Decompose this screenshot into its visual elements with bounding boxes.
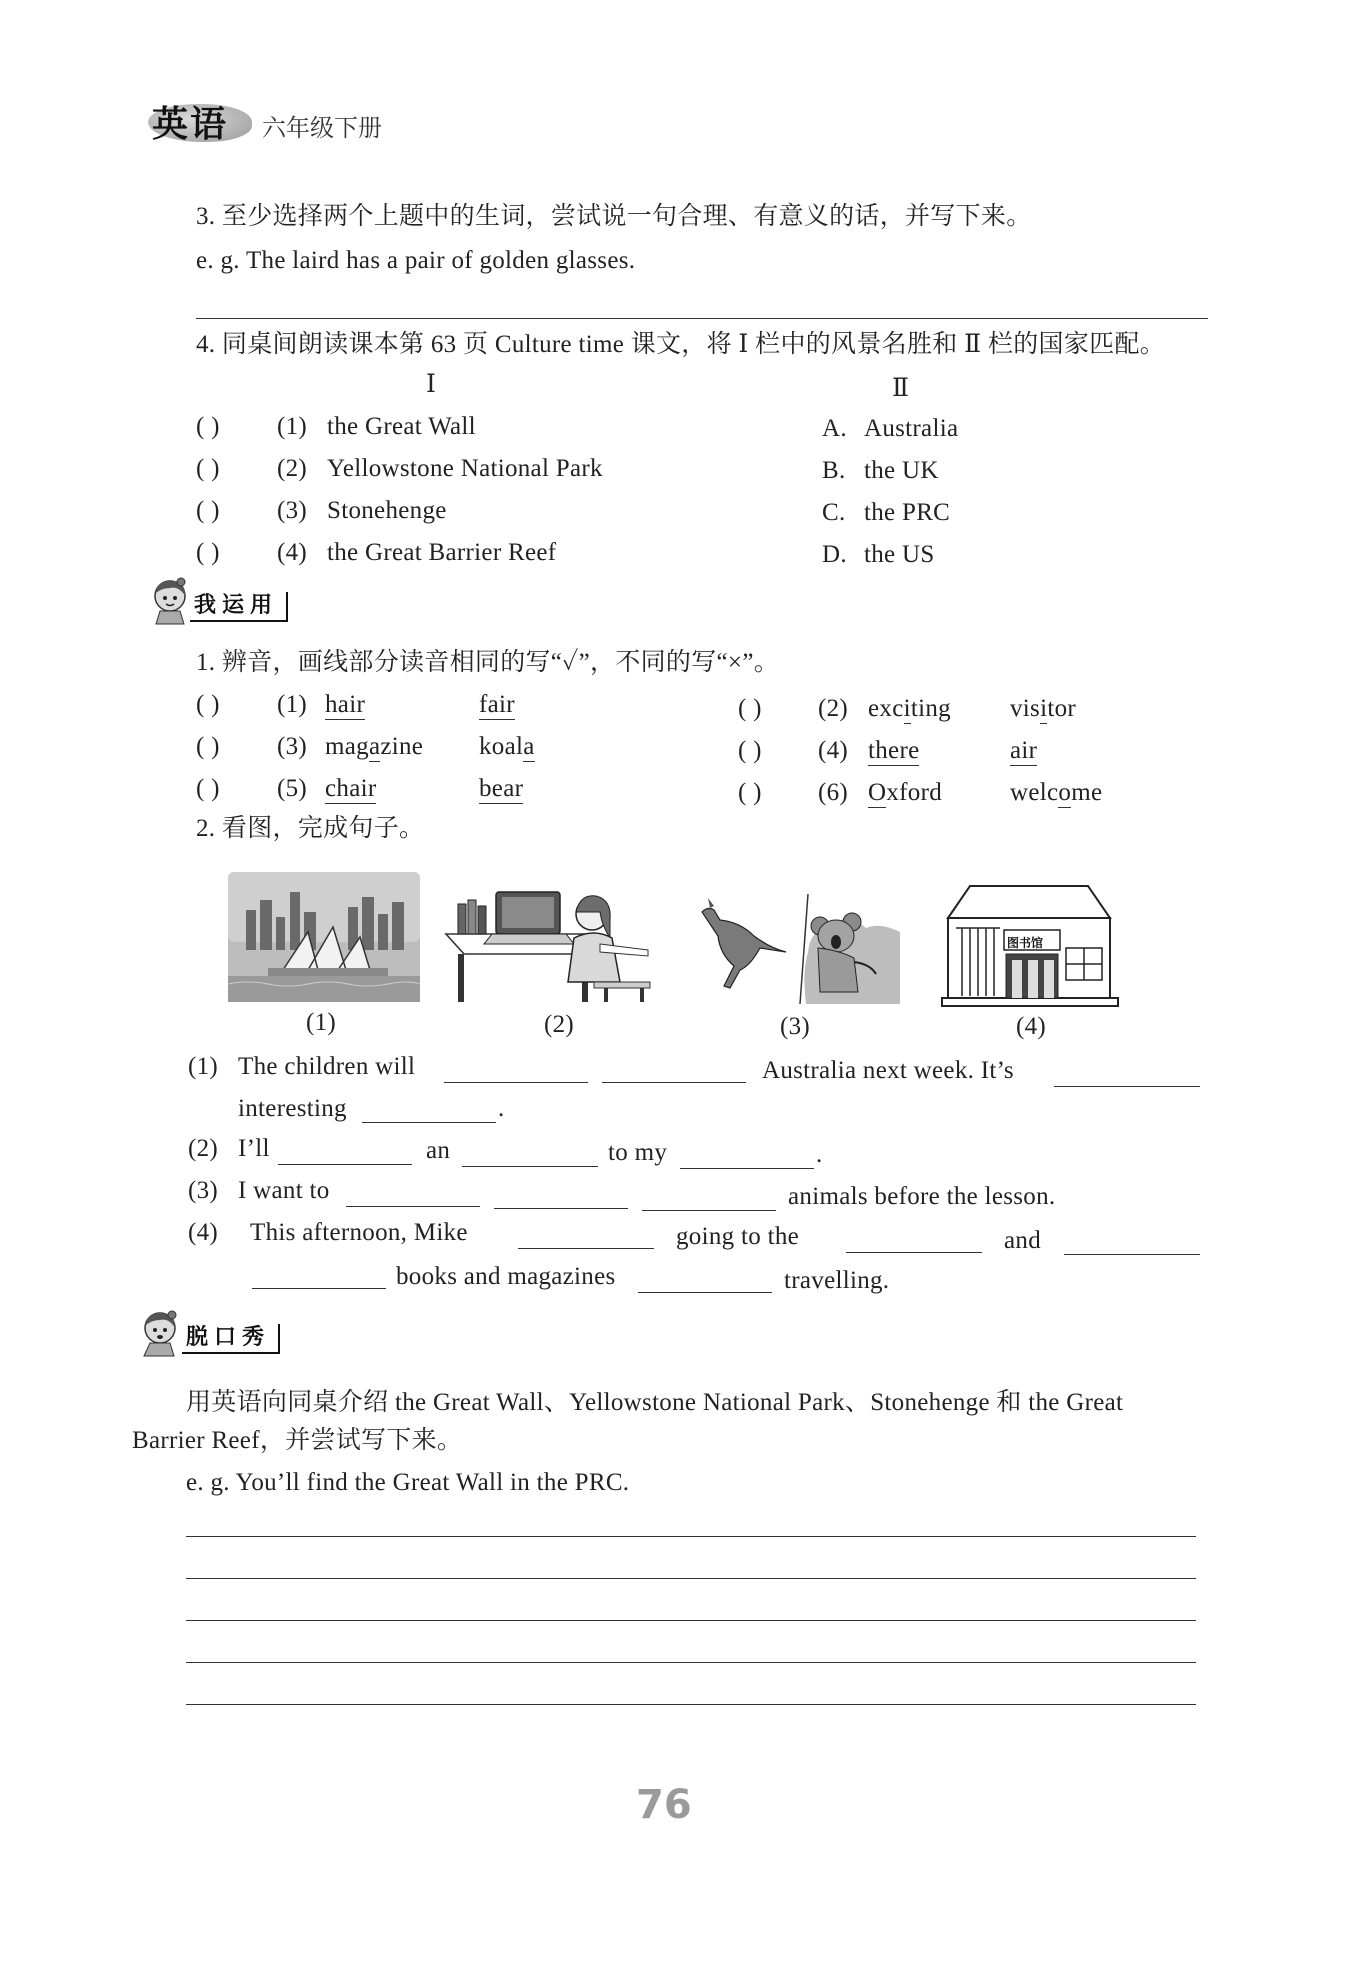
sentence-text: to my bbox=[608, 1139, 668, 1166]
answer-blank[interactable] bbox=[846, 1226, 982, 1253]
u1-num: (1) bbox=[277, 691, 308, 718]
u1-num: (2) bbox=[818, 695, 849, 722]
pic-label: (4) bbox=[1016, 1013, 1047, 1040]
pic-label: (3) bbox=[780, 1013, 811, 1040]
section-title-talk: 脱口秀 bbox=[182, 1324, 280, 1354]
pic-label: (1) bbox=[306, 1009, 337, 1036]
q4-title: 4. 同桌间朗读课本第 63 页 Culture time 课文，将 Ⅰ 栏中的风景名胜和 Ⅱ 栏的国家匹配。 bbox=[196, 331, 1166, 358]
q4-col1-head: Ⅰ bbox=[426, 371, 437, 398]
page-number: 76 bbox=[636, 1782, 692, 1828]
q4-letter: C. bbox=[822, 499, 846, 526]
q4-num: (3) bbox=[277, 497, 308, 524]
talk-example: e. g. You’ll find the Great Wall in the PRC. bbox=[186, 1469, 630, 1496]
q4-paren[interactable]: ( ) bbox=[196, 455, 220, 482]
q4-paren[interactable]: ( ) bbox=[196, 497, 220, 524]
u1-word-a: Oxford bbox=[868, 779, 943, 806]
q4-num: (2) bbox=[277, 455, 308, 482]
girl-computer-image bbox=[444, 886, 660, 1004]
q4-letter: D. bbox=[822, 541, 847, 568]
q4-letter: A. bbox=[822, 415, 847, 442]
section-title-use: 我运用 bbox=[190, 592, 288, 622]
u1-word-a: there bbox=[868, 737, 920, 764]
q4-num: (1) bbox=[277, 413, 308, 440]
sentence-text: an bbox=[426, 1137, 451, 1164]
u1-paren[interactable]: ( ) bbox=[738, 779, 762, 806]
talk-instruction-line2: Barrier Reef，并尝试写下来。 bbox=[132, 1427, 463, 1454]
sentence-text: I’ll bbox=[238, 1135, 270, 1162]
sentence-text: The children will bbox=[238, 1053, 416, 1080]
answer-blank[interactable] bbox=[494, 1182, 628, 1209]
q4-country: the PRC bbox=[864, 499, 951, 526]
section-badge-use bbox=[146, 576, 316, 626]
u1-word-b: air bbox=[1010, 737, 1038, 764]
answer-blank[interactable] bbox=[518, 1222, 654, 1249]
girl-mascot-icon bbox=[138, 1308, 182, 1358]
q4-country: the UK bbox=[864, 457, 939, 484]
u1-paren[interactable]: ( ) bbox=[738, 695, 762, 722]
u1-word-b: fair bbox=[479, 691, 515, 718]
q4-letter: B. bbox=[822, 457, 846, 484]
sentence-text: interesting bbox=[238, 1095, 347, 1122]
q3-answer-line[interactable] bbox=[196, 318, 1208, 319]
q4-item: the Great Barrier Reef bbox=[327, 539, 557, 566]
sentence-text: going to the bbox=[676, 1223, 800, 1250]
sentence-num: (3) bbox=[188, 1177, 219, 1204]
u1-title: 1. 辨音，画线部分读音相同的写“✓”，不同的写“×”。 bbox=[196, 649, 780, 676]
q4-col2-head: Ⅱ bbox=[892, 375, 910, 402]
answer-blank[interactable] bbox=[346, 1180, 480, 1207]
u1-num: (5) bbox=[277, 775, 308, 802]
q4-item: Stonehenge bbox=[327, 497, 447, 524]
sentence-text: travelling. bbox=[784, 1267, 890, 1294]
answer-blank[interactable] bbox=[462, 1140, 598, 1167]
q4-num: (4) bbox=[277, 539, 308, 566]
writing-line[interactable] bbox=[186, 1536, 1196, 1537]
answer-blank[interactable] bbox=[680, 1142, 814, 1169]
subject-logo bbox=[148, 96, 258, 145]
u1-num: (4) bbox=[818, 737, 849, 764]
sentence-num: (4) bbox=[188, 1219, 219, 1246]
answer-blank[interactable] bbox=[602, 1056, 746, 1083]
u1-paren[interactable]: ( ) bbox=[196, 691, 220, 718]
u1-word-a: chair bbox=[325, 775, 377, 802]
u1-paren[interactable]: ( ) bbox=[196, 775, 220, 802]
u1-num: (3) bbox=[277, 733, 308, 760]
answer-blank[interactable] bbox=[362, 1096, 496, 1123]
q3-example: e. g. The laird has a pair of golden glasses. bbox=[196, 247, 636, 274]
sentence-text: This afternoon, Mike bbox=[250, 1219, 468, 1246]
u1-word-a: hair bbox=[325, 691, 366, 718]
u1-word-a: exciting bbox=[868, 695, 951, 722]
answer-blank[interactable] bbox=[642, 1184, 776, 1211]
sentence-text: books and magazines bbox=[396, 1263, 616, 1290]
writing-line[interactable] bbox=[186, 1578, 1196, 1579]
sentence-text: . bbox=[498, 1095, 505, 1122]
u1-word-a: magazine bbox=[325, 733, 424, 760]
sentence-num: (2) bbox=[188, 1135, 219, 1162]
q4-item: the Great Wall bbox=[327, 413, 476, 440]
q4-item: Yellowstone National Park bbox=[327, 455, 603, 482]
kangaroo-koala-image bbox=[690, 892, 900, 1004]
q4-country: Australia bbox=[864, 415, 959, 442]
answer-blank[interactable] bbox=[1064, 1228, 1200, 1255]
sentence-num: (1) bbox=[188, 1053, 219, 1080]
u1-word-b: koala bbox=[479, 733, 535, 760]
q3-title: 3. 至少选择两个上题中的生词，尝试说一句合理、有意义的话，并写下来。 bbox=[196, 203, 1032, 230]
sentence-text: Australia next week. It’s bbox=[762, 1057, 1014, 1084]
girl-mascot-icon bbox=[146, 576, 190, 626]
talk-instruction-line1: 用英语向同桌介绍 the Great Wall、Yellowstone National Park、Stonehenge 和 the Great bbox=[186, 1389, 1124, 1416]
sentence-text: and bbox=[1004, 1227, 1041, 1254]
u1-word-b: bear bbox=[479, 775, 524, 802]
answer-blank[interactable] bbox=[638, 1266, 772, 1293]
library-sign: 图书馆 bbox=[1007, 936, 1044, 950]
answer-blank[interactable] bbox=[1054, 1060, 1200, 1087]
q4-paren[interactable]: ( ) bbox=[196, 413, 220, 440]
u1-word-b: visitor bbox=[1010, 695, 1076, 722]
writing-line[interactable] bbox=[186, 1704, 1196, 1705]
answer-blank[interactable] bbox=[444, 1056, 588, 1083]
subject-title: 英语 bbox=[152, 104, 229, 145]
sentence-text: . bbox=[816, 1141, 823, 1168]
answer-blank[interactable] bbox=[252, 1262, 386, 1289]
u1-num: (6) bbox=[818, 779, 849, 806]
writing-line[interactable] bbox=[186, 1662, 1196, 1663]
u1-paren[interactable]: ( ) bbox=[196, 733, 220, 760]
pic-label: (2) bbox=[544, 1011, 575, 1038]
grade-label: 六年级下册 bbox=[262, 114, 382, 142]
sentence-text: I want to bbox=[238, 1177, 330, 1204]
section-badge-talk bbox=[138, 1308, 318, 1358]
u1-paren[interactable]: ( ) bbox=[738, 737, 762, 764]
writing-line[interactable] bbox=[186, 1620, 1196, 1621]
u2-title: 2. 看图，完成句子。 bbox=[196, 815, 425, 842]
answer-blank[interactable] bbox=[278, 1138, 412, 1165]
sydney-opera-house-image bbox=[228, 872, 420, 1002]
q4-paren[interactable]: ( ) bbox=[196, 539, 220, 566]
q4-country: the US bbox=[864, 541, 935, 568]
sentence-text: animals before the lesson. bbox=[788, 1183, 1056, 1210]
u1-word-b: welcome bbox=[1010, 779, 1103, 806]
